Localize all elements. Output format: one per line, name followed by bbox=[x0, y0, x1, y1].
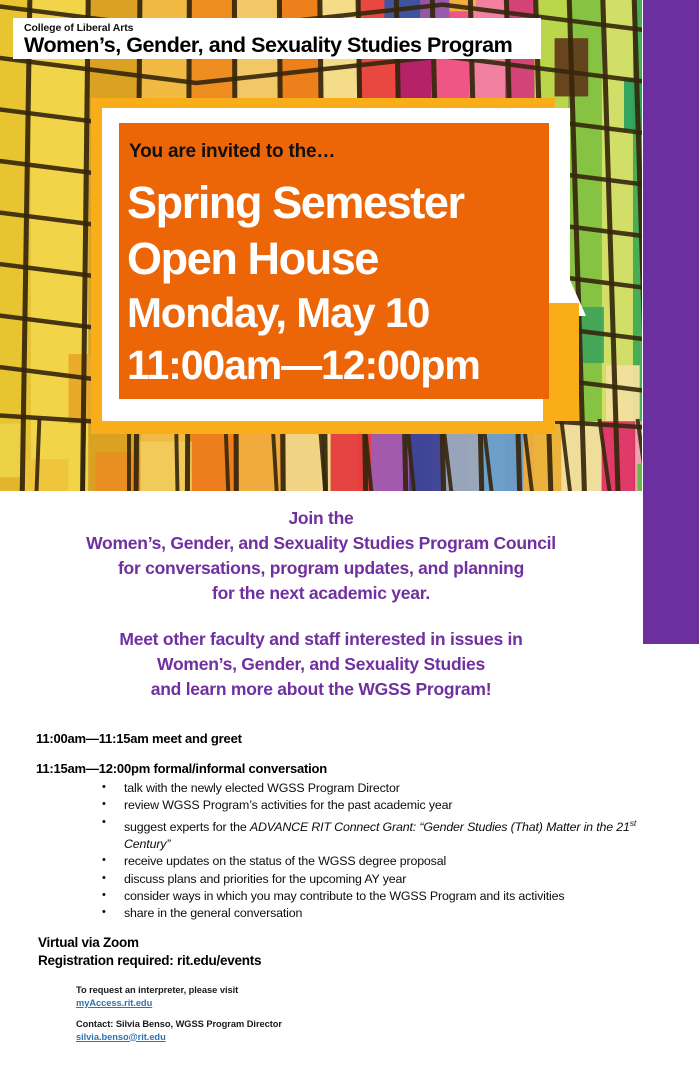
list-item: • consider ways in which you may contribute to the WGSS Program and its activities bbox=[102, 888, 661, 905]
schedule-section bbox=[36, 731, 661, 923]
purple-accent-bar bbox=[643, 0, 699, 644]
contact-email-link[interactable]: silvia.benso@rit.edu bbox=[76, 1031, 166, 1042]
invitation-kicker: You are invited to the… bbox=[129, 141, 336, 162]
fine-print-gap bbox=[76, 1009, 638, 1018]
footer-fine-print bbox=[76, 984, 638, 1043]
intro-p1-line-4: for the next academic year. bbox=[212, 583, 430, 603]
intro-p2-line-2: Women’s, Gender, and Sexuality Studies bbox=[157, 654, 485, 674]
list-item-grant bbox=[102, 815, 661, 854]
poster-header bbox=[13, 18, 541, 59]
intro-p1-line-1: Join the bbox=[288, 508, 354, 528]
poster-footer bbox=[38, 934, 638, 1043]
schedule-slot-1: 11:00am—11:15am meet and greet bbox=[36, 731, 242, 746]
event-title-line-2: Open House bbox=[127, 233, 379, 284]
list-item: • discuss plans and priorities for the upcoming AY year bbox=[102, 871, 661, 888]
contact-text: Contact: Silvia Benso, WGSS Program Director bbox=[76, 1019, 282, 1029]
interpreter-text: To request an interpreter, please visit bbox=[76, 985, 239, 995]
intro-paragraph-2 bbox=[0, 627, 642, 702]
list-item: • review WGSS Program’s activities for the past academic year bbox=[102, 797, 661, 814]
virtual-via-zoom: Virtual via Zoom bbox=[38, 935, 139, 950]
grant-bullet-prefix: suggest experts for the bbox=[124, 819, 250, 834]
intro-p2-line-1: Meet other faculty and staff interested in issues in bbox=[119, 629, 523, 649]
list-item: • receive updates on the status of the WGSS degree proposal bbox=[102, 853, 661, 870]
intro-p2-line-3: and learn more about the WGSS Program! bbox=[150, 679, 492, 699]
list-item: • share in the general conversation bbox=[102, 905, 661, 922]
event-date: Monday, May 10 bbox=[127, 289, 430, 336]
schedule-bullet-list bbox=[36, 780, 661, 923]
myaccess-link[interactable]: myAccess.rit.edu bbox=[76, 997, 153, 1008]
program-title: Women’s, Gender, and Sexuality Studies Program bbox=[24, 33, 513, 57]
event-time: 11:00am—12:00pm bbox=[127, 342, 480, 388]
schedule-slot-2: 11:15am—12:00pm formal/informal conversation bbox=[36, 761, 328, 776]
invitation-callout bbox=[91, 98, 555, 434]
intro-p1-line-3: for conversations, program updates, and planning bbox=[117, 558, 525, 578]
intro-copy bbox=[0, 506, 642, 702]
registration-line: Registration required: rit.edu/events bbox=[38, 953, 262, 968]
grant-bullet-title: ADVANCE RIT Connect Grant: “Gender Studies (That) Matter in the 21 bbox=[249, 819, 630, 834]
intro-paragraph-1 bbox=[0, 506, 642, 606]
intro-p1-line-2: Women’s, Gender, and Sexuality Studies Program Council bbox=[86, 533, 556, 553]
list-item: • talk with the newly elected WGSS Program Director bbox=[102, 780, 661, 797]
event-title-line-1: Spring Semester bbox=[127, 177, 464, 228]
grant-bullet-ordinal: st bbox=[629, 817, 637, 828]
grant-bullet-tail: Century” bbox=[124, 837, 171, 852]
college-name: College of Liberal Arts bbox=[24, 22, 134, 34]
